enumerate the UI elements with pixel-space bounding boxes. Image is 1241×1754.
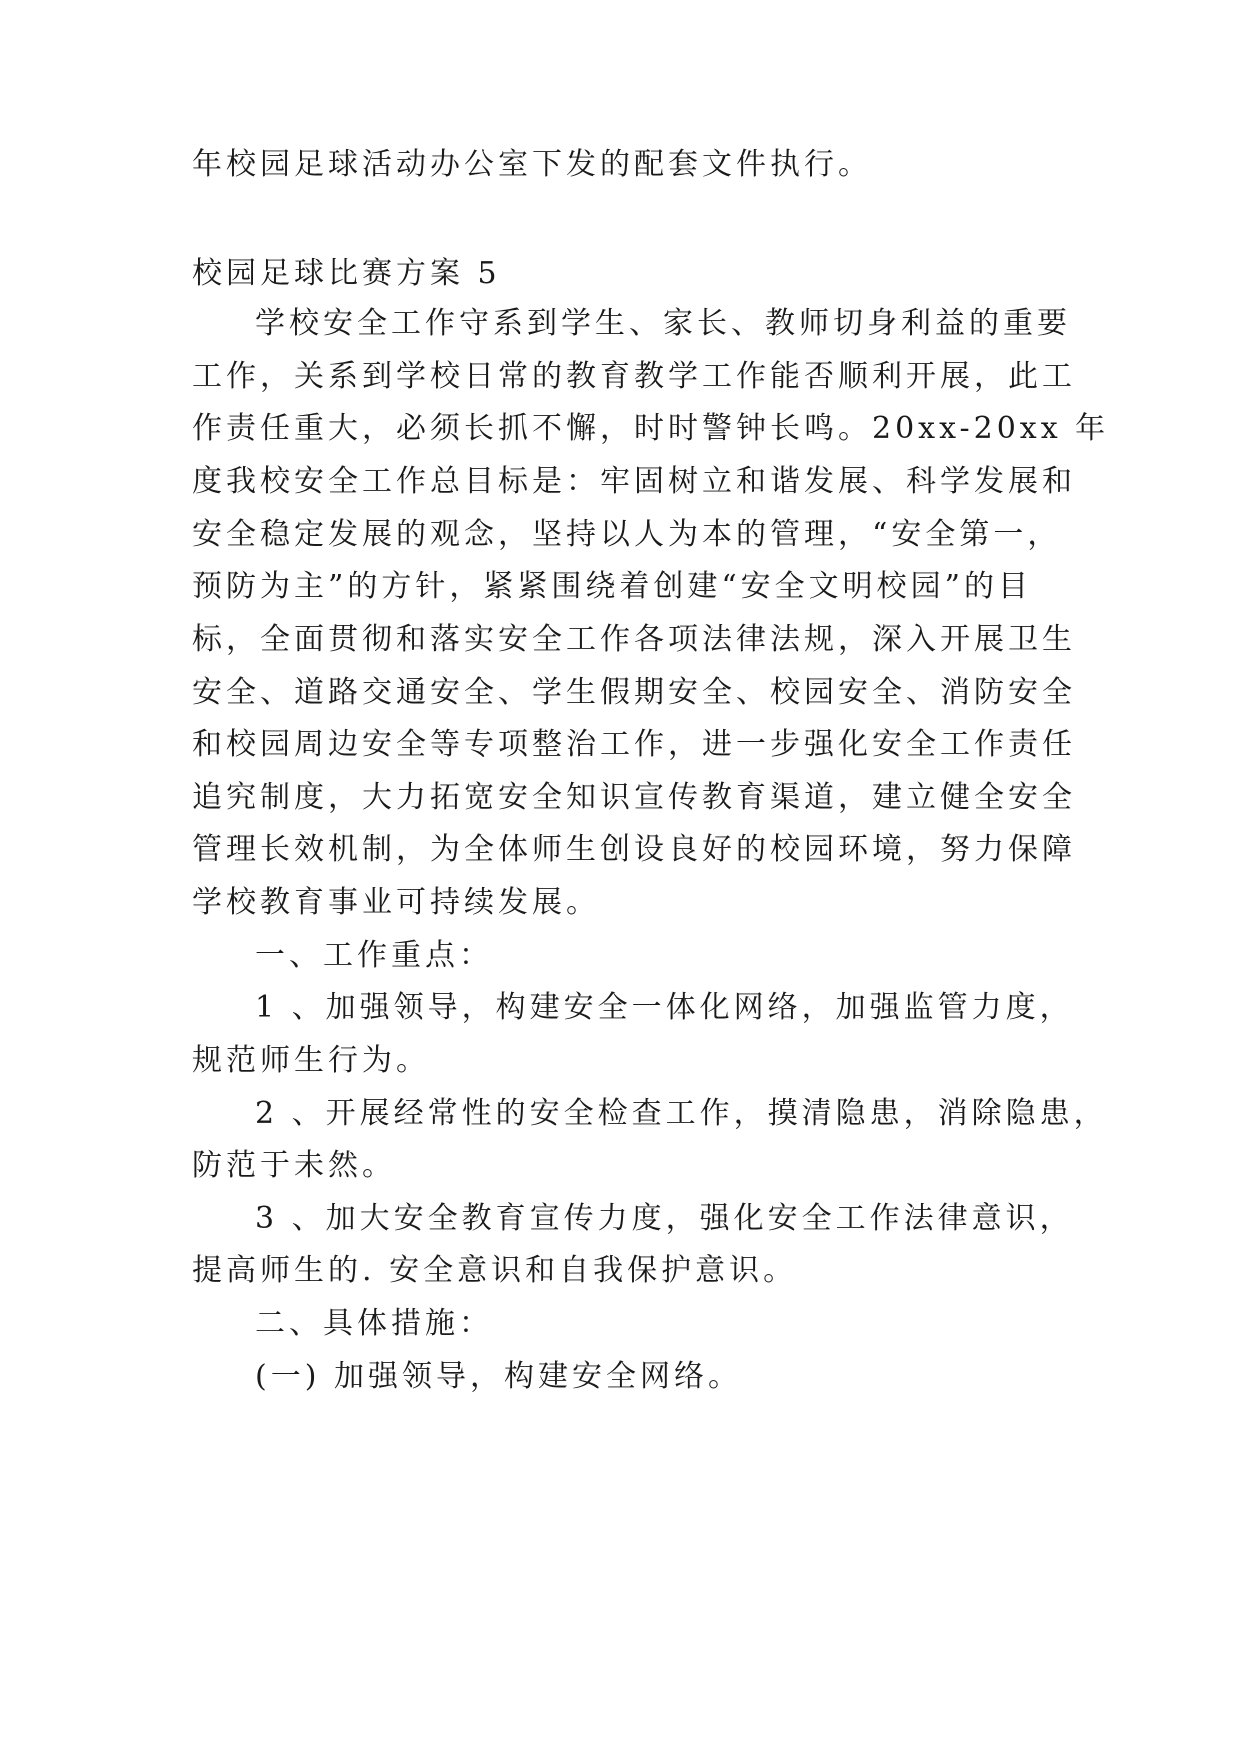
list-item-line: 防范于未然。 bbox=[192, 1148, 396, 1183]
paragraph-line: 工作，关系到学校日常的教育教学工作能否顺利开展，此工 bbox=[192, 359, 1076, 394]
paragraph-line: 安全稳定发展的观念，坚持以人为本的管理，“安全第一， bbox=[192, 517, 1062, 552]
paragraph-line: 度我校安全工作总目标是：牢固树立和谐发展、科学发展和 bbox=[192, 464, 1076, 499]
paragraph-line: 学校教育事业可持续发展。 bbox=[192, 885, 600, 920]
paragraph-line: 作责任重大，必须长抓不懈，时时警钟长鸣。20xx-20xx 年 bbox=[192, 411, 1110, 446]
section-title: 校园足球比赛方案 5 bbox=[192, 256, 501, 291]
paragraph-line: 安全、道路交通安全、学生假期安全、校园安全、消防安全 bbox=[192, 675, 1076, 710]
paragraph-line: 标，全面贯彻和落实安全工作各项法律法规，深入开展卫生 bbox=[192, 622, 1076, 657]
paragraph-line: 和校园周边安全等专项整治工作，进一步强化安全工作责任 bbox=[192, 727, 1076, 762]
paragraph-line: 预防为主”的方针，紧紧围绕着创建“安全文明校园”的目 bbox=[192, 569, 1033, 604]
sub-heading: (一) 加强领导，构建安全网络。 bbox=[255, 1359, 742, 1394]
heading-specific-measures: 二、具体措施： bbox=[255, 1306, 493, 1341]
paragraph-line: 管理长效机制，为全体师生创设良好的校园环境，努力保障 bbox=[192, 832, 1076, 867]
list-item-line: 2 、开展经常性的安全检查工作，摸清隐患，消除隐患， bbox=[255, 1096, 1108, 1131]
heading-work-focus: 一、工作重点： bbox=[255, 938, 493, 973]
carryover-line: 年校园足球活动办公室下发的配套文件执行。 bbox=[192, 147, 872, 182]
list-item-line: 规范师生行为。 bbox=[192, 1043, 430, 1078]
list-item-line: 提高师生的. 安全意识和自我保护意识。 bbox=[192, 1253, 798, 1288]
paragraph-line: 追究制度，大力拓宽安全知识宣传教育渠道，建立健全安全 bbox=[192, 780, 1076, 815]
paragraph-line: 学校安全工作守系到学生、家长、教师切身利益的重要 bbox=[255, 306, 1071, 341]
list-item-line: 3 、加大安全教育宣传力度，强化安全工作法律意识， bbox=[255, 1201, 1074, 1236]
list-item-line: 1 、加强领导，构建安全一体化网络，加强监管力度， bbox=[255, 990, 1074, 1025]
